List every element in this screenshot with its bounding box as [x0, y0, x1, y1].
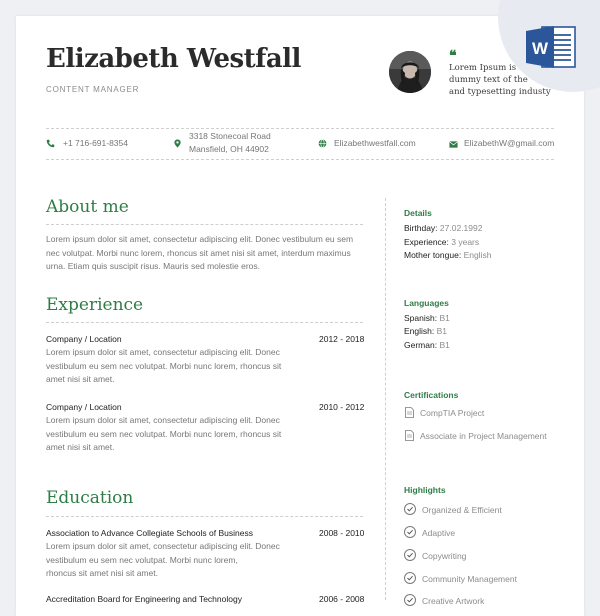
detail-row: [404, 250, 491, 260]
experience-dates: 2010 - 2012: [319, 402, 365, 412]
email-link[interactable]: ElizabethW@gmail.com: [464, 138, 555, 148]
certification-label: CompTIA Project: [420, 408, 485, 418]
experience-heading: Experience: [46, 295, 144, 315]
education-school: Accreditation Board for Engineering and Technology: [46, 594, 242, 604]
detail-value: 3 years: [451, 237, 480, 247]
text-line: Lorem ipsum dolor sit amet, consectetur adipiscing elit. Donec: [46, 415, 280, 425]
language-row: [404, 313, 450, 323]
check-circle-icon: [404, 594, 416, 606]
language-level: B1: [439, 313, 450, 323]
language-row: [404, 326, 447, 336]
highlight-item: [422, 551, 466, 561]
experience-description: [46, 414, 306, 455]
language-name: English:: [404, 326, 435, 336]
highlight-label: Community Management: [422, 574, 517, 584]
education-dates: 2006 - 2008: [319, 594, 365, 604]
highlight-label: Creative Artwork: [422, 596, 485, 606]
highlight-label: Adaptive: [422, 528, 456, 538]
highlight-item: [422, 596, 484, 606]
candidate-name: Elizabeth Westfall: [46, 44, 301, 74]
divider: [46, 322, 363, 323]
text-line: Lorem ipsum dolor sit amet, consectetur adipiscing elit. Donec: [46, 347, 280, 357]
text-line: rhoncus sit amet nisi sit amet.: [46, 568, 158, 578]
experience-description: [46, 346, 306, 387]
language-level: B1: [439, 340, 450, 350]
detail-key: Birthday:: [404, 223, 438, 233]
certifications-heading: Certifications: [404, 390, 459, 400]
quote-icon: ❝: [449, 48, 457, 64]
certification-item: [420, 408, 484, 418]
globe-icon: [318, 139, 327, 148]
detail-row: [404, 237, 479, 247]
language-level: B1: [436, 326, 448, 336]
check-circle-icon: [404, 503, 416, 515]
text-line: amet nisi sit amet.: [46, 374, 115, 384]
intro-quote: [449, 62, 559, 98]
address-line: Mansfield, OH 44902: [189, 144, 269, 154]
profile-photo: [389, 51, 431, 93]
education-description: [46, 540, 306, 581]
document-icon: [405, 430, 414, 441]
divider: [46, 159, 554, 160]
about-text: [46, 233, 376, 274]
candidate-role: CONTENT MANAGER: [46, 85, 140, 94]
check-circle-icon: [404, 572, 416, 584]
education-heading: Education: [46, 488, 134, 508]
experience-company: Company / Location: [46, 334, 122, 344]
text-line: Lorem ipsum dolor sit amet, consectetur adipiscing elit. Donec: [46, 541, 280, 551]
divider: [46, 224, 363, 225]
quote-line: and typesetting industy: [449, 87, 551, 97]
column-divider: [385, 198, 386, 600]
website-link[interactable]: Elizabethwestfall.com: [334, 138, 416, 148]
detail-row: [404, 223, 482, 233]
detail-value: English: [463, 250, 492, 260]
map-pin-icon: [173, 139, 182, 148]
check-circle-icon: [404, 526, 416, 538]
certification-label: Associate in Project Management: [420, 431, 547, 441]
highlight-item: [422, 574, 517, 584]
highlight-label: Organized & Efficient: [422, 505, 502, 515]
resume-page: [16, 16, 584, 616]
languages-heading: Languages: [404, 298, 449, 308]
text-line: Lorem ipsum dolor sit amet, consectetur adipiscing elit. Donec vestibulum eu sem: [46, 234, 354, 244]
education-dates: 2008 - 2010: [319, 528, 365, 538]
detail-key: Experience:: [404, 237, 449, 247]
phone-icon: [46, 139, 55, 148]
highlight-item: [422, 528, 455, 538]
text-line: vestibulum eu sem nec volutpat. Morbi nunc lorem,: [46, 554, 238, 565]
highlight-item: [422, 505, 502, 515]
highlights-heading: Highlights: [404, 485, 446, 495]
experience-company: Company / Location: [46, 402, 122, 412]
certification-item: [420, 431, 547, 441]
divider: [46, 128, 554, 129]
text-line: urna. Etiam quis suscipit risus. Mauris sed molestie eros.: [46, 261, 260, 271]
education-school: Association to Advance Collegiate Schools of Business: [46, 528, 253, 538]
language-row: [404, 340, 450, 350]
language-name: Spanish:: [404, 313, 438, 323]
details-heading: Details: [404, 208, 432, 218]
experience-dates: 2012 - 2018: [319, 334, 365, 344]
svg-text:W: W: [531, 39, 549, 58]
quote-line: Lorem Ipsum is: [449, 63, 517, 73]
language-name: German:: [404, 340, 438, 350]
text-line: amet nisi sit amet.: [46, 442, 115, 452]
address: [189, 130, 271, 156]
envelope-icon: [449, 140, 458, 149]
check-circle-icon: [404, 549, 416, 561]
about-heading: About me: [46, 197, 129, 217]
text-line: nec volutpat. Morbi nunc lorem, rhoncus sit amet nisi sit amet, interdum maximus: [46, 247, 351, 258]
text-line: vestibulum eu sem nec volutpat. Morbi nunc lorem, rhoncus sit: [46, 428, 282, 439]
quote-line: dummy text of the: [449, 75, 528, 85]
phone-number: +1 716-691-8354: [63, 138, 128, 148]
detail-value: 27.02.1992: [439, 223, 483, 233]
detail-key: Mother tongue:: [404, 250, 462, 260]
document-icon: [405, 407, 414, 418]
text-line: vestibulum eu sem nec volutpat. Morbi nunc lorem, rhoncus sit: [46, 360, 282, 371]
highlight-label: Copywriting: [422, 551, 467, 561]
address-line: 3318 Stonecoal Road: [189, 131, 271, 141]
divider: [46, 516, 363, 517]
